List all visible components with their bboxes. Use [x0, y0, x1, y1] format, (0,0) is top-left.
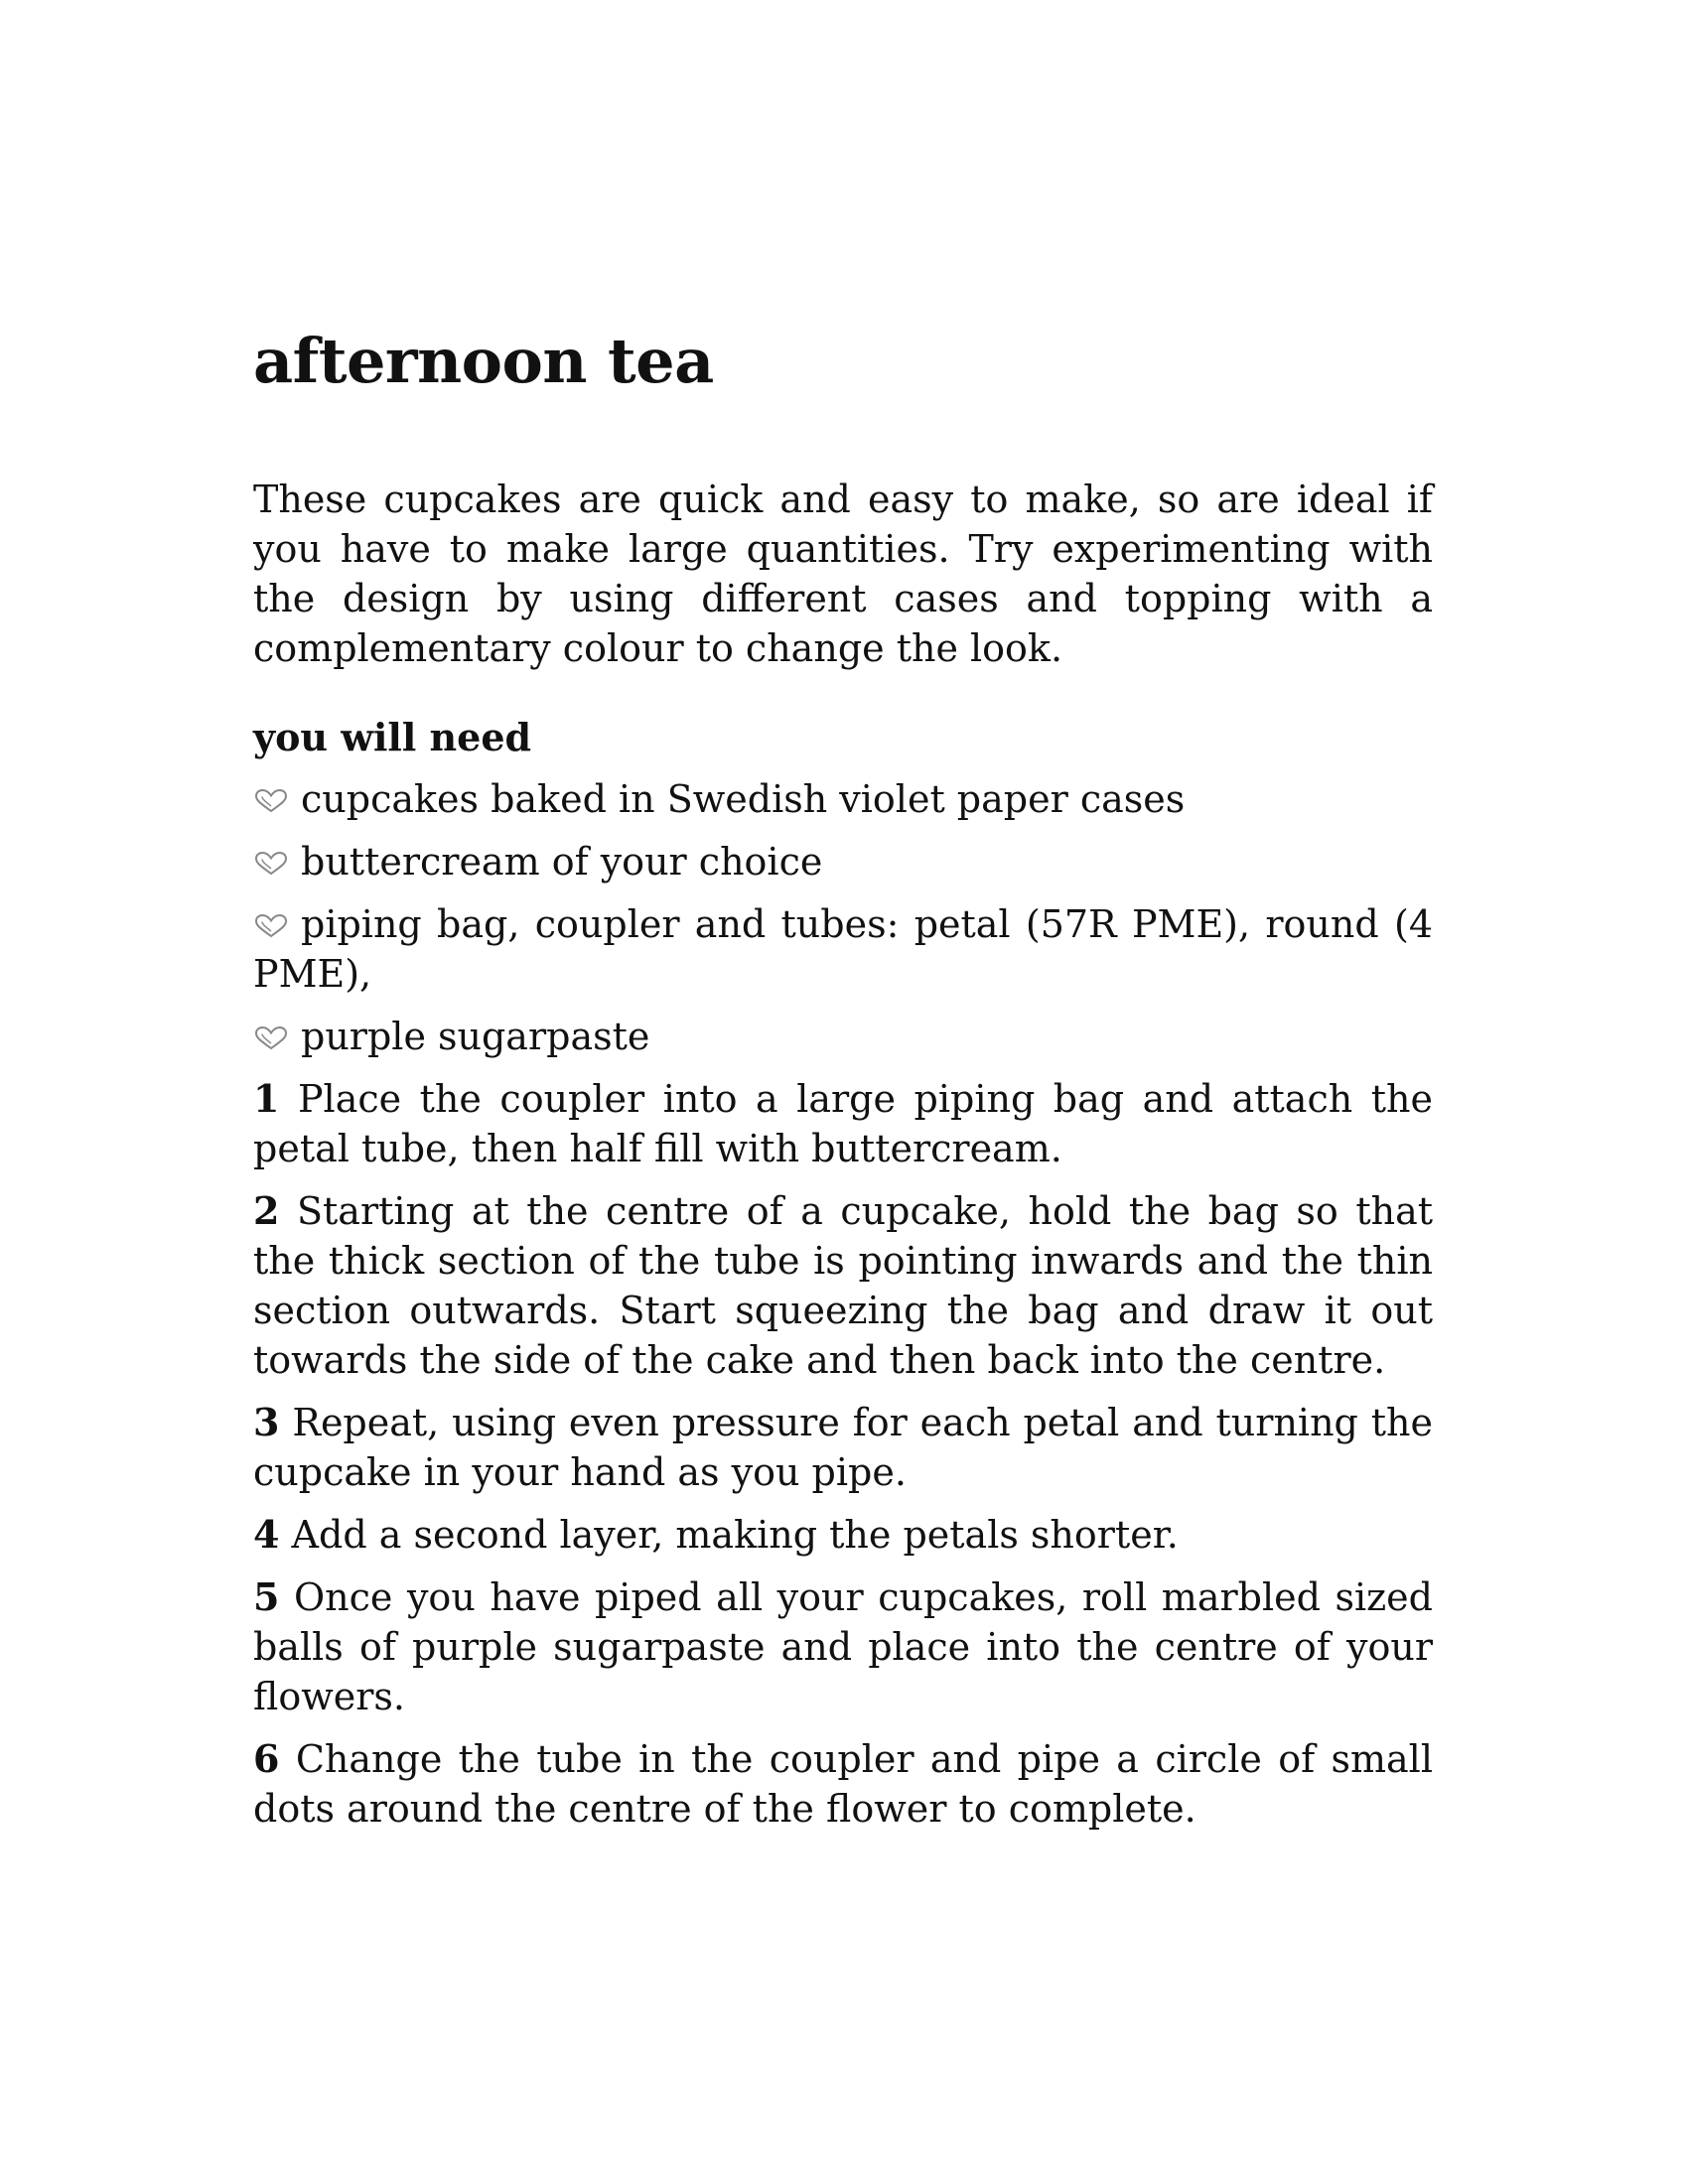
page-title: afternoon tea [253, 325, 714, 397]
step-5 [253, 1572, 1433, 1721]
step-text: Add a second layer, making the petals shorter. [291, 1513, 1179, 1558]
heart-bullet-icon [253, 913, 289, 939]
step-number: 2 [253, 1188, 280, 1234]
ingredients-heading: you will need [253, 715, 532, 760]
ingredient-text: piping bag, coupler and tubes: petal (57R PME), round (4 PME), [253, 902, 1433, 997]
step-text: Once you have piped all your cupcakes, roll marbled sized balls of purple sugarpaste and place into the centre of your flowers. [253, 1575, 1433, 1719]
step-number: 5 [253, 1574, 280, 1620]
step-text: Repeat, using even pressure for each petal and turning the cupcake in your hand as you pipe. [253, 1401, 1433, 1495]
step-4 [253, 1510, 1433, 1560]
heart-bullet-icon [253, 1025, 289, 1051]
step-2 [253, 1186, 1433, 1385]
step-1 [253, 1074, 1433, 1173]
step-number: 3 [253, 1400, 280, 1445]
list-item [253, 1012, 1433, 1061]
recipe-page [253, 325, 1433, 1846]
step-3 [253, 1398, 1433, 1497]
step-number: 1 [253, 1076, 280, 1122]
method-steps [253, 1074, 1433, 1834]
ingredients-list [253, 774, 1433, 1061]
heart-bullet-icon [253, 851, 289, 877]
list-item [253, 899, 1433, 999]
ingredient-text: cupcakes baked in Swedish violet paper cases [301, 777, 1186, 822]
step-text: Place the coupler into a large piping bag and attach the petal tube, then half fill with buttercream. [253, 1077, 1433, 1171]
ingredient-text: purple sugarpaste [301, 1015, 650, 1059]
list-item [253, 837, 1433, 887]
step-text: Change the tube in the coupler and pipe a circle of small dots around the centre of the flower to complete. [253, 1737, 1433, 1832]
step-6 [253, 1734, 1433, 1834]
step-number: 6 [253, 1736, 280, 1782]
ingredient-text: buttercream of your choice [301, 840, 823, 885]
intro-paragraph: These cupcakes are quick and easy to make, so are ideal if you have to make large quantities. Try experimenting with the design by using different cases and topping with a complementary colour to change the look. [253, 478, 1433, 671]
step-text: Starting at the centre of a cupcake, hold the bag so that the thick section of the tube is pointing inwards and the thin section outwards. Start squeezing the bag and draw it out towards the side of the cake and then back into the centre. [253, 1189, 1433, 1383]
heart-bullet-icon [253, 788, 289, 814]
list-item [253, 774, 1433, 824]
step-number: 4 [253, 1512, 280, 1558]
